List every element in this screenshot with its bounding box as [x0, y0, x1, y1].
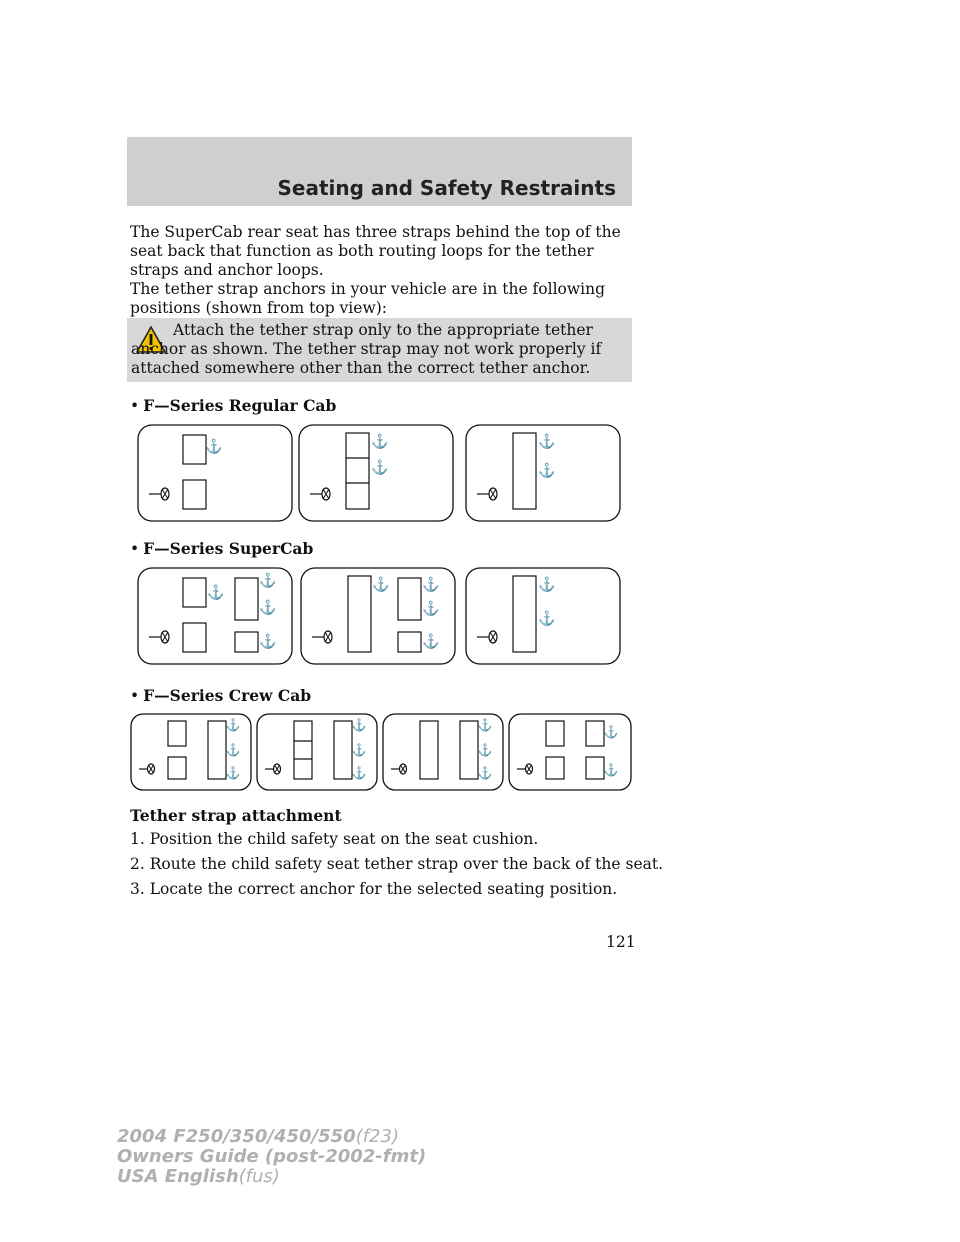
- page-number: 121: [606, 933, 636, 951]
- header-band: [127, 137, 632, 206]
- anchor-icon: ⚓: [538, 577, 556, 593]
- warning-text: Attach the tether strap only to the appropriate tether anchor as shown. The tether strap may not work properly if attached somewhere other than the correct tether anchor.: [131, 321, 602, 377]
- anchor-icon: ⚓: [207, 585, 225, 601]
- section-label: F—Series Regular Cab: [143, 396, 337, 415]
- anchor-icon: ⚓: [351, 718, 367, 732]
- section-crew-cab: [130, 686, 311, 705]
- supercab-layout-a: [138, 568, 292, 664]
- anchor-icon: ⚓: [371, 460, 389, 476]
- regular-cab-diagrams: [137, 424, 623, 524]
- anchor-icon: ⚓: [422, 634, 440, 650]
- anchor-icon: ⚓: [538, 434, 556, 450]
- anchor-icon: ⚓: [477, 743, 493, 757]
- anchor-icon: ⚓: [422, 601, 440, 617]
- anchor-icon: ⚓: [371, 434, 389, 450]
- footer-model: 2004 F250/350/450/550: [117, 1126, 356, 1147]
- anchor-icon: ⚓: [372, 577, 390, 593]
- footer-line-2: Owners Guide (post-2002-fmt): [117, 1146, 427, 1167]
- tether-attachment-heading: Tether strap attachment: [130, 806, 342, 825]
- warning-box: [127, 318, 632, 382]
- footer-line-3: [117, 1167, 426, 1187]
- regular-cab-layout-b: [299, 425, 453, 521]
- section-regular-cab: [130, 396, 336, 415]
- anchor-icon: ⚓: [603, 763, 619, 777]
- footer-model-code: (f23): [355, 1126, 399, 1147]
- anchor-icon: ⚓: [351, 766, 367, 780]
- bullet: •: [130, 687, 140, 705]
- paragraph-anchor-positions: The tether strap anchors in your vehicle are in the following positions (shown from top view):: [130, 280, 605, 317]
- supercab-layout-b: [301, 568, 455, 664]
- regular-cab-layout-a: [138, 425, 292, 521]
- section-label: F—Series Crew Cab: [143, 686, 312, 705]
- anchor-icon: ⚓: [477, 718, 493, 732]
- anchor-icon: ⚓: [477, 766, 493, 780]
- section-supercab: [130, 539, 313, 558]
- anchor-icon: ⚓: [225, 743, 241, 757]
- supercab-diagrams: [137, 567, 623, 667]
- anchor-icon: ⚓: [259, 634, 277, 650]
- section-title: Seating and Safety Restraints: [277, 176, 616, 200]
- footer-line-1: [117, 1127, 426, 1147]
- anchor-icon: ⚓: [538, 611, 556, 627]
- step-1: 1. Position the child safety seat on the seat cushion.: [130, 830, 539, 848]
- bullet: •: [130, 540, 140, 558]
- crew-cab-layout-b: [257, 714, 377, 790]
- footer: [117, 1127, 426, 1187]
- step-2: 2. Route the child safety seat tether strap over the back of the seat.: [130, 855, 664, 873]
- anchor-icon: ⚓: [603, 725, 619, 739]
- anchor-icon: ⚓: [225, 766, 241, 780]
- crew-cab-layout-d: [509, 714, 631, 790]
- regular-cab-layout-c: [466, 425, 620, 521]
- anchor-icon: ⚓: [351, 743, 367, 757]
- step-3: 3. Locate the correct anchor for the selected seating position.: [130, 880, 618, 898]
- anchor-icon: ⚓: [538, 463, 556, 479]
- bullet: •: [130, 397, 140, 415]
- crew-cab-layout-c: [383, 714, 503, 790]
- anchor-icon: ⚓: [205, 439, 223, 455]
- section-label: F—Series SuperCab: [143, 539, 314, 558]
- supercab-layout-c: [466, 568, 620, 664]
- anchor-icon: ⚓: [422, 577, 440, 593]
- footer-language: USA English: [117, 1166, 239, 1187]
- crew-cab-layout-a: [131, 714, 251, 790]
- crew-cab-diagrams: [130, 713, 632, 793]
- anchor-icon: ⚓: [259, 573, 277, 589]
- anchor-icon: ⚓: [259, 600, 277, 616]
- paragraph-supercab-straps: The SuperCab rear seat has three straps behind the top of the seat back that function as both routing loops for the tether straps and anchor loops.: [130, 223, 621, 279]
- anchor-icon: ⚓: [225, 718, 241, 732]
- footer-language-code: (fus): [238, 1166, 280, 1187]
